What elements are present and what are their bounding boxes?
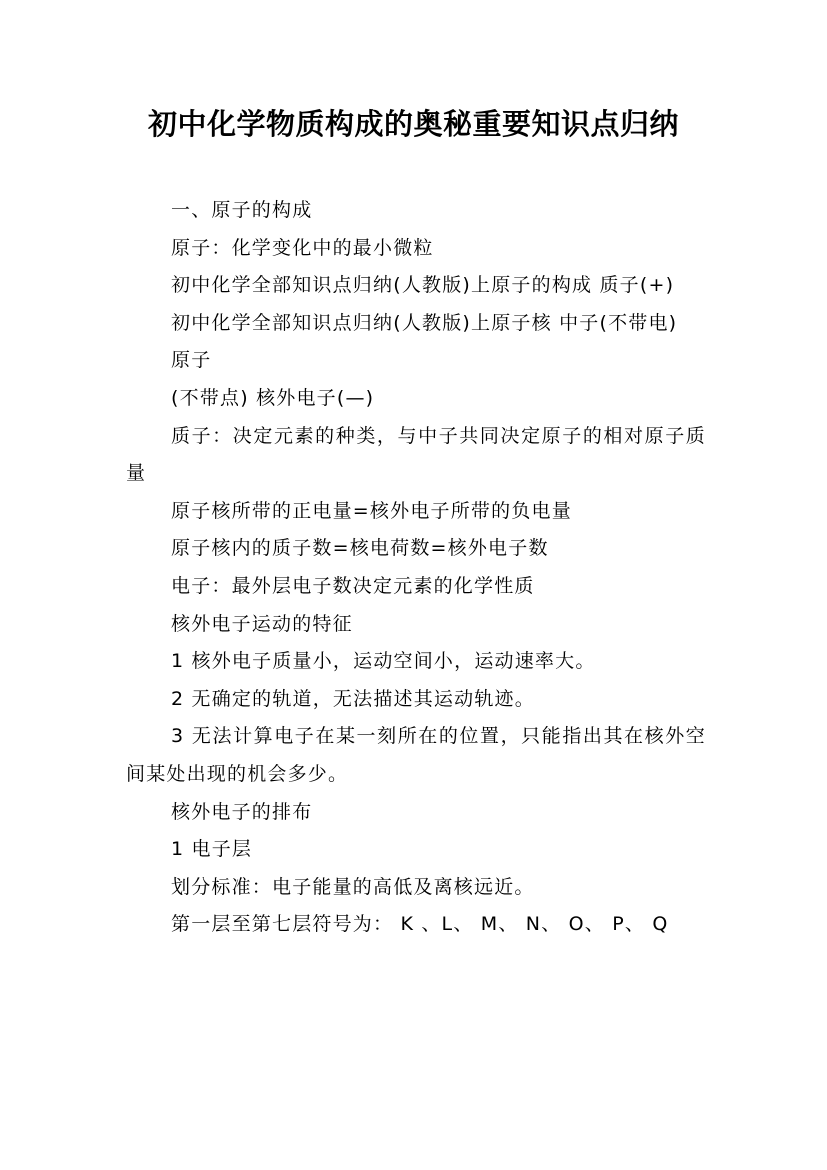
paragraph-electron-structure: (不带点) 核外电子(—)	[171, 386, 375, 409]
paragraph-charge-balance: 原子核所带的正电量=核外电子所带的负电量	[171, 499, 572, 522]
paragraph-division-standard: 划分标准：电子能量的高低及离核远近。	[171, 875, 535, 898]
paragraph-electron-shell: 1 电子层	[171, 838, 253, 861]
paragraph-motion-feature-1: 1 核外电子质量小，运动空间小，运动速率大。	[171, 650, 596, 673]
paragraph-electron-motion-heading: 核外电子运动的特征	[171, 612, 353, 635]
document-title: 初中化学物质构成的奥秘重要知识点归纳	[147, 107, 679, 141]
paragraph-electron-role: 电子：最外层电子数决定元素的化学性质	[171, 574, 535, 597]
paragraph-atom-label: 原子	[171, 349, 212, 372]
paragraph-atom-definition: 原子：化学变化中的最小微粒	[171, 236, 434, 259]
document-body	[126, 192, 706, 944]
paragraph-proton-number: 原子核内的质子数=核电荷数=核外电子数	[171, 537, 549, 560]
section-heading-atom-structure: 一、原子的构成	[171, 199, 313, 221]
paragraph-motion-feature-2: 2 无确定的轨道，无法描述其运动轨迹。	[171, 687, 535, 710]
paragraph-proton-structure: 初中化学全部知识点归纳(人教版)上原子的构成 质子(+)	[171, 274, 675, 297]
paragraph-electron-arrangement-heading: 核外电子的排布	[171, 800, 313, 823]
paragraph-proton-role: 质子：决定元素的种类，与中子共同决定原子的相对原子质量	[126, 424, 706, 485]
paragraph-shell-symbols: 第一层至第七层符号为： K 、L、 M、 N、 O、 P、 Q	[171, 913, 669, 936]
paragraph-motion-feature-3: 3 无法计算电子在某一刻所在的位置，只能指出其在核外空间某处出现的机会多少。	[126, 725, 706, 785]
paragraph-neutron-structure: 初中化学全部知识点归纳(人教版)上原子核 中子(不带电)	[171, 311, 678, 334]
